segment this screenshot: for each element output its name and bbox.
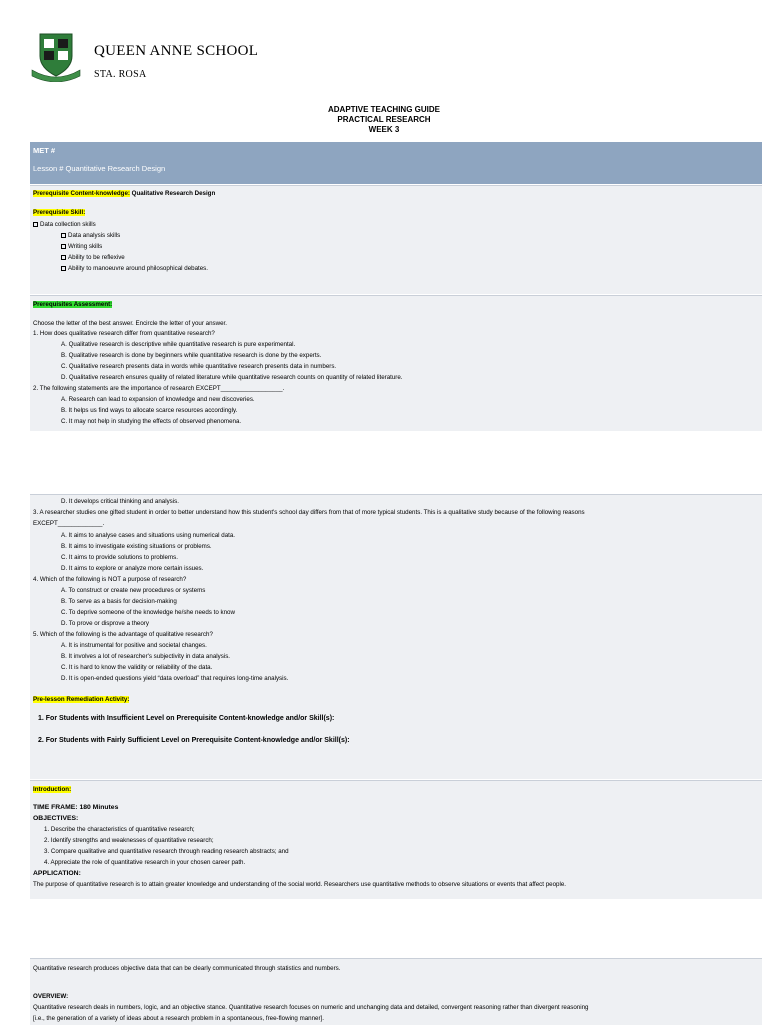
lesson-band: [30, 142, 762, 184]
q5-option: A. It is instrumental for positive and societal changes.: [61, 642, 207, 649]
objective-item: 4. Appreciate the role of quantitative research in your chosen career path.: [44, 859, 246, 866]
school-location: STA. ROSA: [94, 69, 147, 80]
checkbox-icon: [61, 255, 66, 260]
remediation-item-2: 2. For Students with Fairly Sufficient Level on Prerequisite Content-knowledge and/or Skill(s):: [38, 737, 350, 744]
question-4: 4. Which of the following is NOT a purpose of research?: [33, 576, 187, 583]
checkbox-icon: [61, 244, 66, 249]
q3-option: D. It aims to explore or analyze more certain issues.: [61, 565, 204, 572]
assessment-section: [30, 295, 762, 431]
q5-option: C. It is hard to know the validity or reliability of the data.: [61, 664, 213, 671]
q4-option: C. To deprive someone of the knowledge he/she needs to know: [61, 609, 235, 616]
overview-text: Quantitative research deals in numbers, logic, and an objective stance. Quantitative research focuses on numeric and unchanging data and detailed, convergent reasoning rather than divergent reasoning: [33, 1004, 589, 1011]
checkbox-icon: [33, 222, 38, 227]
time-frame: TIME FRAME: 180 Minutes: [33, 804, 119, 811]
q3-option: A. It aims to analyse cases and situations using numerical data.: [61, 532, 236, 539]
question-2: 2. The following statements are the importance of research EXCEPT__________________.: [33, 385, 285, 392]
q4-option: B. To serve as a basis for decision-making: [61, 598, 177, 605]
objective-item: 3. Compare qualitative and quantitative research through reading research abstracts; and: [44, 848, 289, 855]
assessment-instructions: Choose the letter of the best answer. Encircle the letter of your answer.: [33, 320, 227, 327]
question-3-cont: EXCEPT_____________.: [33, 520, 105, 527]
prereq-skill-label: Prerequisite Skill:: [33, 209, 86, 216]
assessment-label: Prerequisites Assessment:: [33, 301, 113, 308]
skill-item: Data analysis skills: [61, 232, 120, 240]
guide-title: ADAPTIVE TEACHING GUIDE: [327, 105, 440, 114]
q2-option: B. It helps us find ways to allocate scarce resources accordingly.: [61, 407, 238, 414]
q3-option: B. It aims to investigate existing situations or problems.: [61, 543, 212, 550]
objective-item: 2. Identify strengths and weaknesses of quantitative research;: [44, 837, 214, 844]
q2-option: A. Research can lead to expansion of knowledge and new discoveries.: [61, 396, 255, 403]
question-3: 3. A researcher studies one gifted student in order to better understand how this student's school day differs from that of more typical students. This is a qualitative study because of the following reasons: [33, 509, 585, 516]
introduction-section: [30, 780, 762, 899]
objective-item: 1. Describe the characteristics of quantitative research;: [44, 826, 195, 833]
question-1: 1. How does qualitative research differ from quantitative research?: [33, 330, 215, 337]
overview-intro: Quantitative research produces objective data that can be clearly communicated through statistics and numbers.: [33, 965, 341, 972]
lesson-label: Lesson # Quantitative Research Design: [33, 164, 166, 173]
guide-week: WEEK 3: [368, 125, 400, 134]
overview-text-cont: [i.e., the generation of a variety of ideas about a research problem in a spontaneous, free-flowing manner].: [33, 1015, 324, 1022]
objectives-label: OBJECTIVES:: [33, 815, 79, 822]
q4-option: A. To construct or create new procedures or systems: [61, 587, 206, 594]
q1-option: C. Qualitative research presents data in words while quantitative research presents data in numbers.: [61, 363, 337, 370]
checkbox-icon: [61, 233, 66, 238]
school-name: QUEEN ANNE SCHOOL: [94, 43, 259, 59]
q2-option: D. It develops critical thinking and analysis.: [61, 498, 179, 505]
guide-subject: PRACTICAL RESEARCH: [337, 115, 431, 124]
skill-item: Ability to be reflexive: [61, 254, 125, 262]
remediation-item-1: 1. For Students with Insufficient Level on Prerequisite Content-knowledge and/or Skill(s):: [38, 715, 335, 722]
introduction-label: Introduction:: [33, 786, 72, 793]
q4-option: D. To prove or disprove a theory: [61, 620, 149, 627]
q5-option: B. It involves a lot of researcher's subjectivity in data analysis.: [61, 653, 231, 660]
question-5: 5. Which of the following is the advantage of qualitative research?: [33, 631, 213, 638]
overview-label: OVERVIEW:: [33, 993, 69, 1000]
q2-option: C. It may not help in studying the effects of observed phenomena.: [61, 418, 242, 425]
met-label: MET #: [33, 146, 56, 155]
prerequisite-section: [30, 185, 762, 294]
prereq-content-value: Qualitative Research Design: [129, 190, 216, 197]
q1-option: B. Qualitative research is done by beginners while quantitative research is done by the experts.: [61, 352, 322, 359]
prereq-content-label: Prerequisite Content-knowledge:: [33, 190, 130, 197]
q1-option: D. Qualitative research ensures quality of related literature while quantitative research counts on quantity of related literature.: [61, 374, 403, 381]
q5-option: D. It is open-ended questions yield “data overload” that requires long-time analysis.: [61, 675, 289, 682]
prereq-skill-line: [33, 209, 85, 217]
overview-section: [30, 958, 762, 1025]
guide-heading: [0, 105, 768, 135]
q3-option: C. It aims to provide solutions to problems.: [61, 554, 178, 561]
skill-item: Ability to manoeuvre around philosophical debates.: [61, 265, 208, 273]
school-crest-logo: [30, 30, 82, 82]
prereq-content-line: [33, 190, 215, 198]
remediation-label: Pre-lesson Remediation Activity:: [33, 696, 130, 703]
assessment-continued-section: [30, 494, 762, 779]
checkbox-icon: [61, 266, 66, 271]
application-label: APPLICATION:: [33, 870, 81, 877]
skill-item: Writing skills: [61, 243, 102, 251]
q1-option: A. Qualitative research is descriptive while quantitative research is pure experimental.: [61, 341, 296, 348]
application-text: The purpose of quantitative research is to attain greater knowledge and understanding of the social world. Researchers use quantitative methods to observe situations or events that affect people.: [33, 881, 567, 888]
skill-item: Data collection skills: [33, 221, 96, 229]
